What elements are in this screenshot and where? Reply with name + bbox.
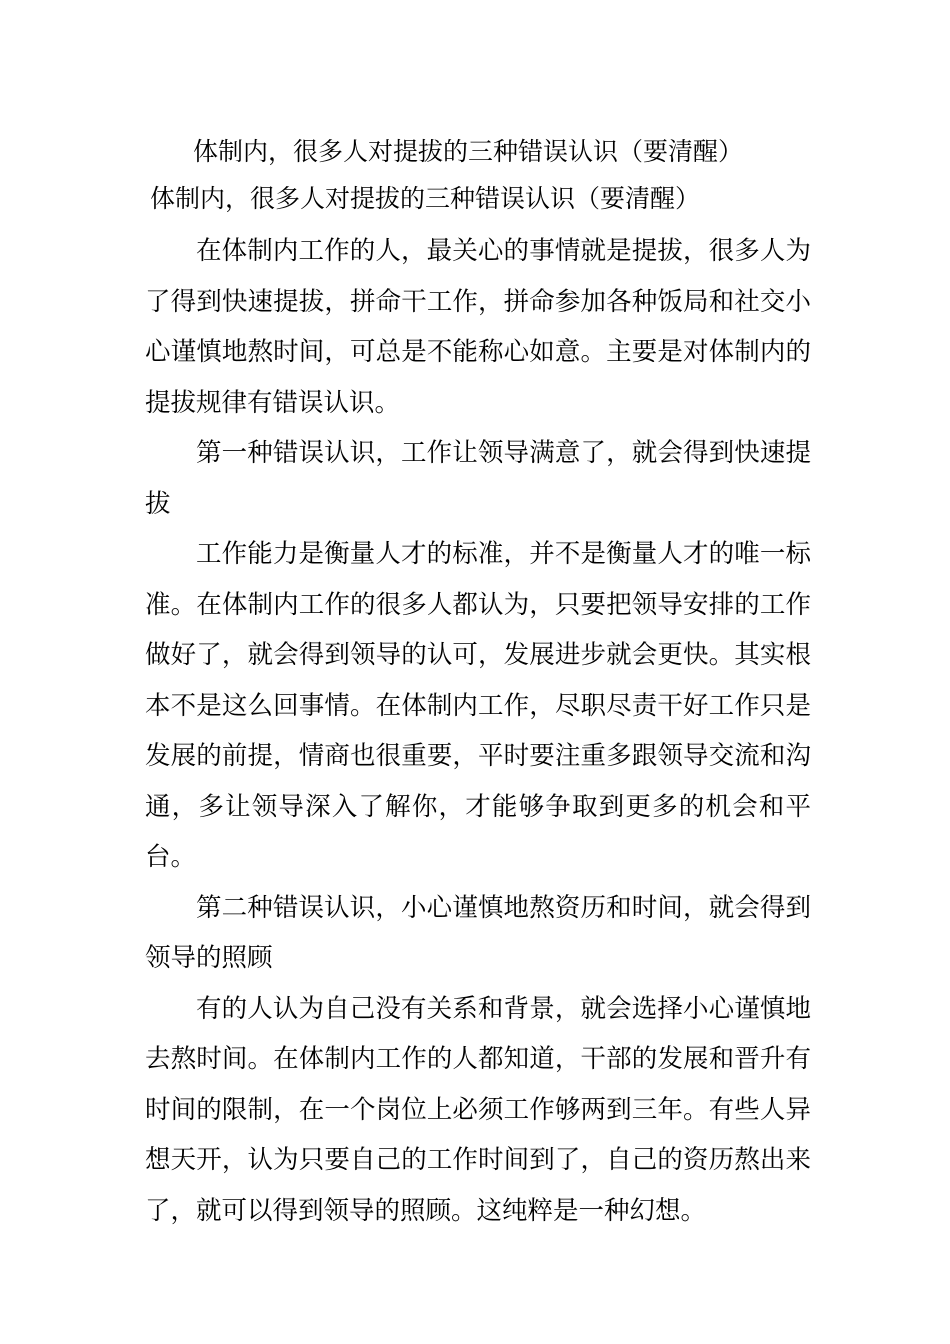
paragraph-heading-first-misconception: 第一种错误认识，工作让领导满意了，就会得到快速提拔 bbox=[145, 438, 811, 519]
document-subtitle: 体制内，很多人对提拔的三种错误认识（要清醒） bbox=[150, 184, 701, 213]
paragraph-second-misconception: 有的人认为自己没有关系和背景，就会选择小心谨慎地去熬时间。在体制内工作的人都知道，干部的发展和晋升有时间的限制，在一个岗位上必须工作够两到三年。有些人异想天开，认为只要自己的工作时间到了，自己的资历熬出来了，就可以得到领导的照顾。这纯粹是一种幻想。 bbox=[145, 993, 811, 1226]
paragraph-intro: 在体制内工作的人，最关心的事情就是提拔，很多人为了得到快速提拔，拼命干工作，拼命参加各种饭局和社交小心谨慎地熬时间，可总是不能称心如意。主要是对体制内的提拔规律有错误认识。 bbox=[145, 236, 811, 418]
document-title: 体制内，很多人对提拔的三种错误认识（要清醒） bbox=[193, 137, 744, 166]
paragraph-first-misconception: 工作能力是衡量人才的标准，并不是衡量人才的唯一标准。在体制内工作的很多人都认为，只要把领导安排的工作做好了，就会得到领导的认可，发展进步就会更快。其实根本不是这么回事情。在体制内工作，尽职尽责干好工作只是发展的前提，情商也很重要，平时要注重多跟领导交流和沟通，多让领导深入了解你，才能够争取到更多的机会和平台。 bbox=[145, 539, 811, 872]
paragraph-heading-second-misconception: 第二种错误认识，小心谨慎地熬资历和时间，就会得到领导的照顾 bbox=[145, 892, 811, 973]
document-body bbox=[145, 226, 811, 1236]
